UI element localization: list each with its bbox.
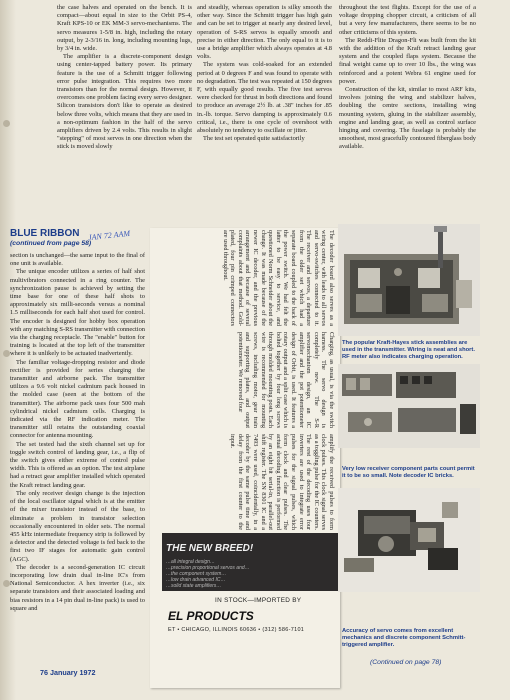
paragraph: the case halves and operated on the bench. It is compact—about equal in size to the Orbit PS-4, Kraft KPS-10 or EK MM-3 servo-mechanisms. The servo measures 1-5/8 in. high, including the rotary output, by 2-3/16 in. long, including mounting lugs, by 3/4 in. wide.: [57, 4, 192, 53]
ad-line: …the component system…: [166, 571, 227, 577]
paragraph: The amplifier is a discrete-component design using center-tapped battery power. Its primary feature is the use of a Schmitt trigger following error pulse integration. This requires two more transistors than for the normal design. However, it overcomes one problem facing every servo designer. Silicon transistors don't like to operate as desired below three volts, which means that they are used in a non-optimum fashion in the half of the servo amplifiers driven by 2.4 volts. This results in slight "stepping" of most servos in one direction when the stick is moved slowly: [57, 53, 192, 151]
paragraph: The only receiver design change is the injection of the local oscillator signal which is at the emitter of the mixer transistor instead of the base, to eliminate a problem in transistor selection occasionally encountered in older sets. The normal 455 kHz intermediate frequency strip is followed by a detector and the detected voltage is fed back to the first two IF stages for automatic gain control (AGC).: [10, 489, 145, 563]
paragraph: throughout the test flights. Except for the use of a voltage dropping chopper circuit, a criticism of all but a very few manufacturers, there seems to be no other criticisms of this system.: [339, 4, 476, 36]
rotated-text-block: [150, 230, 335, 530]
page-footer: 76 January 1972: [40, 668, 96, 677]
ad-line: …solid state amplifiers…: [166, 583, 222, 589]
punch-hole: [3, 350, 10, 357]
ad-title: THE NEW BREED!: [166, 543, 254, 554]
paragraph: The familiar voltage-dropping resistor and diode rectifier is provided for series charging the transmitter and airborne pack. The transmitter utilizes a 9.6 volt nickel cadmium pack housed in the molded case (seen at the bottom of the transmitter). The airborne pack uses four 500 mah cylindrical nickel cadmium cells. Charging is indicated via the RF indication meter. The transmitter still retains the outstanding coaxial connector for antenna mounting.: [10, 358, 145, 440]
paragraph: The set tested had the sixth channel set up for toggle switch control of landing gear, i.e., a flip of the switch gives either extreme of control pulse width. This is offered as an option. The test airplane had a retract gear amplifier installed which operated the Kraft retract landing gear.: [10, 440, 145, 489]
advertisement: [150, 533, 340, 638]
photo-caption: Accuracy of servo comes from excellent mechanics and discrete component Schmitt-triggered amplifier.: [342, 628, 466, 648]
article-column-1: [57, 4, 192, 214]
pasted-clipping: [150, 228, 340, 688]
rotated-column: amplify the received pulses to form clock pulses. This clock signal serves as a toggling pulse for the IC counters. The rest of the decoding uses four inverters are used to integrate error pulses for the signal pulses, which form clock and clear pulses. The actual decoding function is performed by an eight bit serial-in, parallel-out shift register. The SN 8301 IC and a 7493 were used, coincidentally, in a decoder by the same pulse time and delay from the first counter to the input.: [229, 434, 335, 530]
section-heading: BLUE RIBBON: [10, 228, 80, 239]
handwritten-note: JAN 72 AAM: [87, 228, 131, 243]
photo-transmitter: [338, 224, 480, 336]
paragraph: The test set operated quite satisfactorily: [203, 135, 305, 143]
photo-caption: The popular Kraft-Hayes stick assemblies are used in the transmitter. Wiring is neat and short. RF meter also indicates charging operation.: [342, 340, 475, 360]
paragraph: The Reddi-Flite Dragon-Fli was built from the kit with the addition of the Kraft retract landing gear system and the coupled flaps system. Because the final weight came up to over 10 lbs., the wing was reinforced and a potent Webra 61 engine used for power.: [339, 36, 476, 85]
ad-line: …precision proportional servos and…: [166, 565, 250, 571]
paragraph: The decoder is a second-generation IC circuit incorporating low drain dual in-line IC's from National Semiconductor. A hex inverter (i.e., six separate transistors and their associated loading and bias resistors in a 14 pin dual in-line pack) is used to square and: [10, 563, 145, 612]
ad-line: …all integral design…: [166, 559, 215, 565]
punch-hole: [3, 120, 10, 127]
ad-lines: [166, 559, 250, 589]
rotated-column: Charging, as usual, is via the switch harness. The servo design is completely new. The S-R servomechanism design, an IC amplifier and the pot potentiometer design of Orbit, is used. It features a rotary output and a split case which is bolted together by four long screws through molded mounting posts. Each wire is recommended for mounting screws, including motor, gear train and supporting plates, and output potentiometer. We removed four: [236, 332, 335, 428]
ad-company: EL PRODUCTS: [168, 609, 254, 623]
blue-ribbon-column: [10, 252, 145, 662]
article-column-3: [339, 4, 476, 214]
paragraph: The unique encoder utilizes a series of half shot multivibrators connected in a ring counter. The synchronization pause is achieved by setting the time base for one of these half shots to approximately six milli-seconds versus a nominal 1.5 milliseconds for each half shot used for control. The encoder is designed for hobby box operation with any matching S-RS transmitter with connection via the charging receptacle. The "enable" button for training is located at the top left of the transmitter where it is unlikely to be actuated inadvertently.: [10, 268, 145, 358]
paragraph: and steadily, whereas operation is silky smooth the other way. Since the Schmitt trigger has high gain and can be set to trigger at nearly any desired level, operation of S-RS servos is equally smooth and precise in either direction. The only equal to it is to use a bridge amplifier which always operates at 4.8 volts.: [197, 4, 332, 61]
paragraph: Construction of the kit, similar to most ARF kits, involves joining the wing and stabilizer halves, doubling the centre sections, installing wing mounting system, gluing in the stabilizer assembly, engine and landing gear, as well as control surface hinging and covering. The fuselage is probably the smoothest, most gracefully contoured fiberglass body available.: [339, 86, 476, 151]
servo-image: [338, 488, 480, 592]
ad-address: ET • CHICAGO, ILLINOIS 60636 • (312) 586-7101: [168, 627, 305, 633]
section-subheading: (continued from page 58): [10, 240, 92, 247]
continued-notice: (Continued on page 78): [370, 659, 442, 666]
punch-hole: [3, 580, 10, 587]
ad-line: …low drain advanced IC…: [166, 577, 226, 583]
receiver-image: [338, 364, 480, 448]
photo-caption: Very low receiver component parts count permit it to be so small. Note decoder IC bricks.: [342, 466, 475, 479]
photo-servo: [338, 488, 480, 592]
transmitter-image: [338, 224, 480, 336]
ad-in-stock: IN STOCK—IMPORTED BY: [215, 597, 302, 604]
rotated-column: The decoder board also serves as a wiring center, with leads to all servos and servo-switches connected to it. The receiver and servos, a departure from the older set which had a separate board coupled to the back of the power switch. We had felt the latter to be easy to service, and questioned Norm Schneider about the change. It was made because of the newer IC decoder, and the previous arrangement and because of several complaints about that method. Gold-plated, four pin crimped connectors are used throughout.: [221, 230, 335, 326]
paragraph: The system was cold-soaked for an extended period at 0 degrees F and was found to operate with no degradation. The test was repeated at 150 degrees F, with equally good results. The five test servos were checked for thrust in both directions and found to produce an average 2½ lb. at .38" inches for .85 in.-lb. torque. Servo damping is approximately 0.6 critical, i.e., there is one cycle of overshoot with absolutely no tendency to oscillate or jitter.: [197, 61, 332, 135]
photo-receiver: [338, 364, 480, 448]
article-column-2: [197, 4, 332, 222]
paragraph: section is unchanged—the same input to the final of one unit is available.: [10, 252, 145, 268]
